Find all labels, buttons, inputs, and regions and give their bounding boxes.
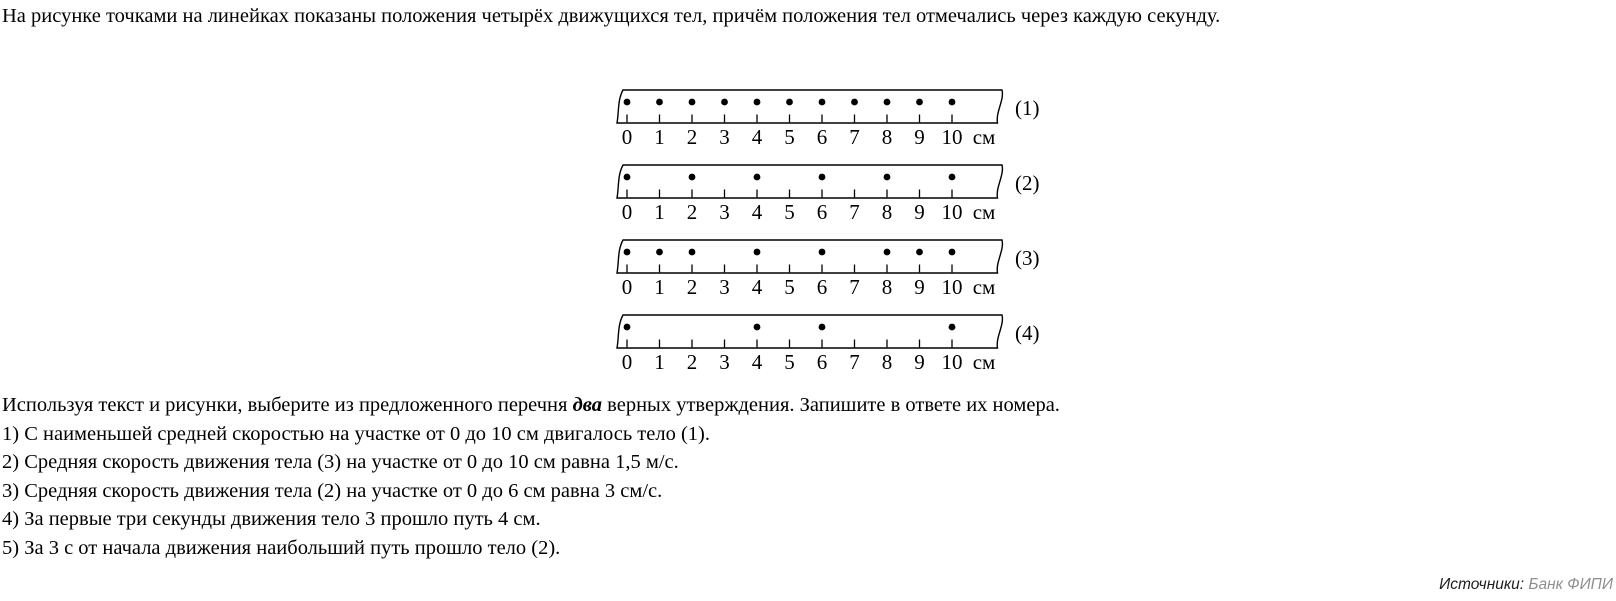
tick-label: 9 [914, 125, 925, 149]
tick-label: 5 [784, 200, 795, 224]
tick-label: 2 [686, 200, 698, 224]
position-dot [916, 249, 923, 256]
position-dot [949, 99, 956, 106]
source-label: Источники: [1439, 576, 1525, 593]
position-dot [884, 174, 891, 181]
position-dot [689, 249, 696, 256]
tick-label: 8 [881, 200, 893, 224]
tick-label: 0 [621, 350, 633, 374]
tick-label: 10 [941, 350, 963, 374]
statement-5: 5) За 3 с от начала движения наибольший путь прошло тело (2). [2, 536, 561, 559]
position-dot [851, 99, 858, 106]
tick-label: 4 [751, 200, 763, 224]
tick-label: 9 [914, 200, 925, 224]
ruler-number-label: (1) [1015, 96, 1040, 120]
ruler-body [617, 240, 1002, 273]
unit-label: см [972, 275, 996, 299]
task-block [2, 391, 1562, 562]
ruler-number-label: (2) [1015, 171, 1040, 195]
tick-label: 8 [881, 275, 893, 299]
source-line [1439, 576, 1613, 594]
ruler-number-label: (4) [1015, 321, 1040, 345]
position-dot [624, 249, 631, 256]
tick-label: 10 [941, 125, 963, 149]
tick-label: 10 [941, 200, 963, 224]
tick-label: 6 [816, 200, 828, 224]
position-dot [819, 174, 826, 181]
ruler-1 [598, 87, 1060, 161]
tick-label: 4 [751, 350, 763, 374]
tick-label: 1 [654, 125, 665, 149]
statement-2: 2) Средняя скорость движения тела (3) на участке от 0 до 10 см равна 1,5 м/с. [2, 451, 679, 473]
tick-label: 6 [816, 350, 828, 374]
source-value: Банк ФИПИ [1528, 576, 1613, 593]
tick-label: 7 [849, 200, 860, 224]
position-dot [819, 99, 826, 106]
instruction-suffix: верных утверждения. Запишите в ответе их номера. [602, 394, 1060, 416]
tick-label: 7 [849, 125, 860, 149]
tick-label: 3 [719, 125, 730, 149]
tick-label: 2 [686, 275, 698, 299]
ruler-3 [598, 237, 1060, 311]
tick-label: 2 [686, 350, 698, 374]
intro-text: На рисунке точками на линейках показаны положения четырёх движущихся тел, причём положения тел отмечались через каждую секунду. [2, 5, 1221, 27]
position-dot [754, 324, 761, 331]
position-dot [916, 99, 923, 106]
unit-label: см [972, 350, 996, 374]
tick-label: 5 [784, 125, 795, 149]
tick-label: 3 [719, 275, 730, 299]
tick-label: 1 [654, 200, 665, 224]
statement-1: 1) С наименьшей средней скоростью на участке от 0 до 10 см двигалось тело (1). [2, 422, 710, 445]
position-dot [656, 249, 663, 256]
position-dot [949, 249, 956, 256]
position-dot [624, 324, 631, 331]
tick-label: 1 [654, 350, 665, 374]
position-dot [689, 99, 696, 106]
position-dot [754, 174, 761, 181]
ruler-2 [598, 162, 1060, 236]
position-dot [754, 249, 761, 256]
tick-label: 9 [914, 275, 925, 299]
tick-label: 9 [914, 350, 925, 374]
position-dot [656, 99, 663, 106]
instruction-emphasis: два [572, 394, 603, 416]
tick-label: 7 [849, 350, 860, 374]
position-dot [884, 249, 891, 256]
position-dot [949, 324, 956, 331]
unit-label: см [972, 125, 996, 149]
rulers-figure [598, 87, 1060, 386]
position-dot [819, 249, 826, 256]
ruler-body [617, 90, 1002, 123]
tick-label: 8 [881, 350, 893, 374]
tick-label: 6 [816, 125, 828, 149]
tick-label: 5 [784, 350, 795, 374]
position-dot [624, 174, 631, 181]
instruction-prefix: Используя текст и рисунки, выберите из предложенного перечня [2, 394, 573, 416]
statement-4: 4) За первые три секунды движения тело 3 прошло путь 4 см. [2, 508, 541, 530]
ruler-body [617, 315, 1002, 348]
ruler-number-label: (3) [1015, 246, 1040, 270]
tick-label: 0 [621, 125, 633, 149]
position-dot [624, 99, 631, 106]
position-dot [884, 99, 891, 106]
tick-label: 1 [654, 275, 665, 299]
position-dot [949, 174, 956, 181]
position-dot [754, 99, 761, 106]
tick-label: 10 [941, 275, 963, 299]
tick-label: 4 [751, 275, 763, 299]
statement-3: 3) Средняя скорость движения тела (2) на участке от 0 до 6 см равна 3 см/с. [2, 479, 663, 502]
tick-label: 3 [719, 350, 730, 374]
task-instruction [2, 391, 1562, 420]
unit-label: см [972, 200, 996, 224]
tick-label: 7 [849, 275, 860, 299]
tick-label: 2 [686, 125, 698, 149]
tick-label: 5 [784, 275, 795, 299]
position-dot [819, 324, 826, 331]
tick-label: 0 [621, 275, 633, 299]
position-dot [689, 174, 696, 181]
position-dot [721, 99, 728, 106]
position-dot [786, 99, 793, 106]
tick-label: 6 [816, 275, 828, 299]
tick-label: 4 [751, 125, 763, 149]
tick-label: 8 [881, 125, 893, 149]
tick-label: 3 [719, 200, 730, 224]
ruler-4 [598, 312, 1060, 386]
tick-label: 0 [621, 200, 633, 224]
ruler-body [617, 165, 1002, 198]
